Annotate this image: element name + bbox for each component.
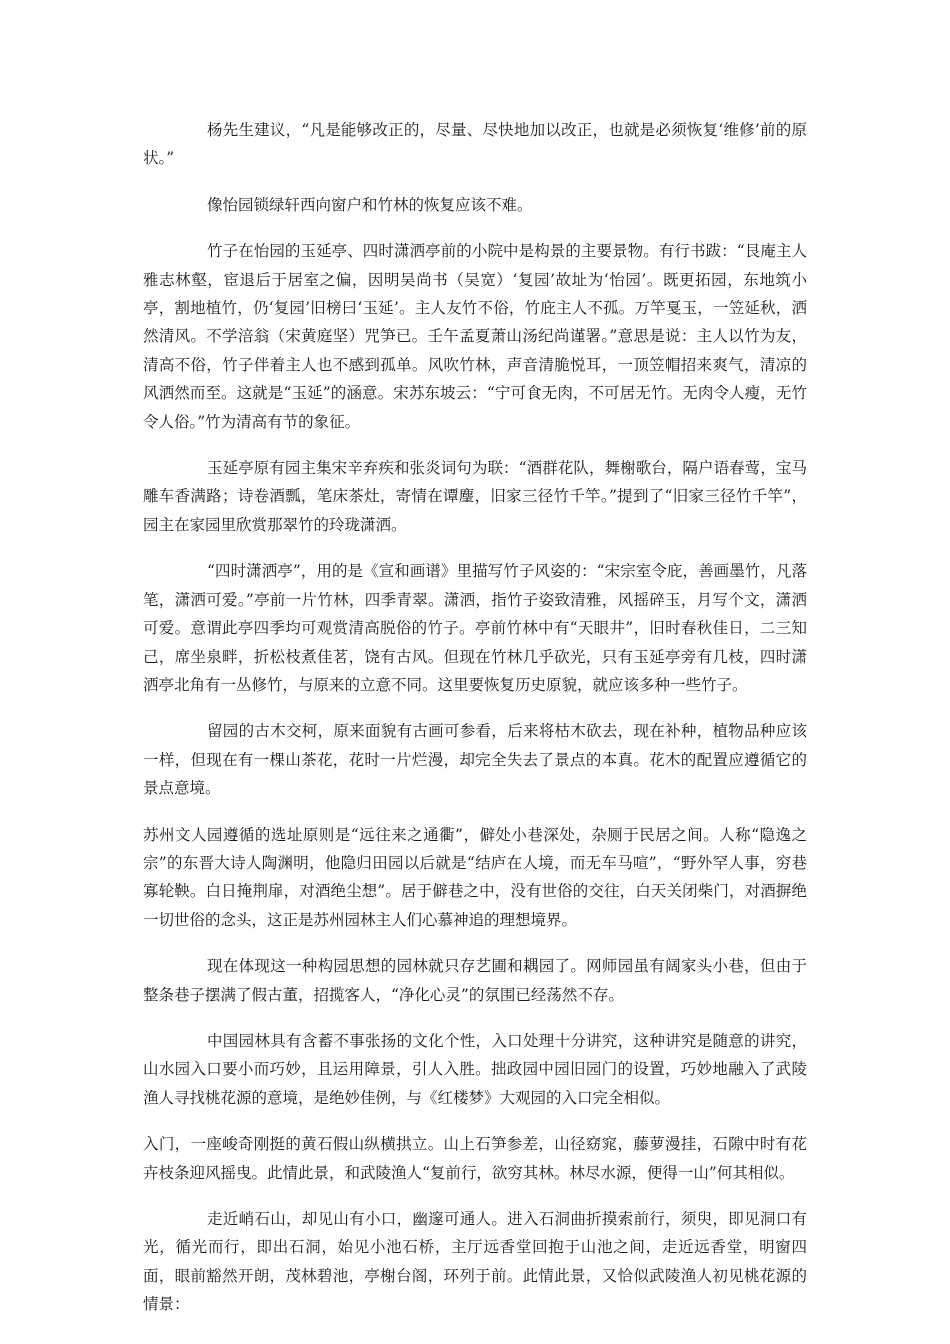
paragraph-4: 玉延亭原有园主集宋辛弃疾和张炎词句为联：“酒群花队，舞榭歌台，隔户语春莺，宝马雕车香满路；诗卷酒瓢，笔床茶灶，寄情在谭麈，旧家三径竹千竿。”提到了“旧家三径竹千竿”，园主在家园里欣赏那翠竹的玲珑潇洒。 (143, 459, 807, 534)
paragraph-1: 杨先生建议，“凡是能够改正的，尽量、尽快地加以改正，也就是必须恢复‘维修’前的原状。” (143, 121, 807, 168)
paragraph-2: 像怡园锁绿轩西向窗户和竹林的恢复应该不难。 (207, 195, 533, 214)
article-body (143, 116, 807, 1337)
paragraph-7: 苏州文人园遵循的选址原则是“远往来之通衢”，僻处小巷深处，杂厕于民居之间。人称“隐逸之宗”的东晋大诗人陶渊明，他隐归田园以后就是“结庐在人境，而无车马喧”，“野外罕人事，穷巷寡轮鞅。白日掩荆扉，对酒绝尘想”。居于僻巷之中，没有世俗的交往，白天关闭柴门，对酒摒绝一切世俗的念头，这正是苏州园林主人们心慕神追的理想境界。 (143, 825, 807, 929)
paragraph-8: 现在体现这一种构园思想的园林就只存艺圃和耦园了。网师园虽有阔家头小巷，但由于整条巷子摆满了假古董，招揽客人，“净化心灵”的氛围已经荡然不存。 (143, 957, 807, 1004)
paragraph-10: 入门，一座峻奇刚挺的黄石假山纵横拱立。山上石笋参差，山径窈窕，藤萝漫挂，石隙中时有花卉枝条迎风摇曳。此情此景，和武陵渔人“复前行，欲穷其林。林尽水源，便得一山”何其相似。 (143, 1135, 807, 1182)
paragraph-3: 竹子在怡园的玉延亭、四时潇洒亭前的小院中是构景的主要景物。有行书跋：“艮庵主人雅志林壑，宦退后于居室之偏，因明吴尚书（吴宽）‘复园’故址为‘怡园’。既更拓园，东地筑小亭，割地植竹，仍‘复园’旧榜曰‘玉延’。主人友竹不俗，竹庇主人不孤。万竿戛玉，一笠延秋，洒然清风。不学涪翁（宋黄庭坚）咒笋已。壬午孟夏萧山汤纪尚谨署。”意思是说：主人以竹为友，清高不俗，竹子伴着主人也不感到孤单。风吹竹林，声音清脆悦耳，一顶笠帽招来爽气，清凉的风洒然而至。这就是“玉延”的涵意。宋苏东坡云：“宁可食无肉，不可居无竹。无肉令人瘦，无竹令人俗。”竹为清高有节的象征。 (143, 242, 807, 431)
paragraph-6: 留园的古木交柯，原来面貌有古画可参看，后来将枯木砍去，现在补种，植物品种应该一样，但现在有一棵山茶花，花时一片烂漫，却完全失去了景点的本真。花木的配置应遵循它的景点意境。 (143, 722, 807, 798)
paragraph-11: 走近峭石山，却见山有小口，幽邃可通人。进入石洞曲折摸索前行，须臾，即见洞口有光，循光而行，即出石洞，始见小池石桥，主厅远香堂回抱于山池之间，走近远香堂，明窗四面，眼前豁然开朗，茂林碧池，亭榭台阁，环列于前。此情此景，又恰似武陵渔人初见桃花源的情景： (143, 1210, 807, 1314)
paragraph-9: 中国园林具有含蓄不事张扬的文化个性，入口处理十分讲究，这种讲究是随意的讲究，山水园入口要小而巧妙，且运用障景，引人入胜。拙政园中园旧园门的设置，巧妙地融入了武陵渔人寻找桃花源的意境，是绝妙佳例，与《红楼梦》大观园的入口完全相似。 (143, 1031, 807, 1107)
paragraph-5: “四时潇洒亭”，用的是《宣和画谱》里描写竹子风姿的：“宋宗室令庇，善画墨竹，凡落笔，潇洒可爱。”亭前一片竹林，四季青翠。潇洒，指竹子姿致清雅，风摇碎玉，月写个文，潇洒可爱。意谓此亭四季均可观赏清高脱俗的竹子。亭前竹林中有“天眼井”，旧时春秋佳日，二三知己，席坐泉畔，折松枝煮佳茗，饶有古风。但现在竹林几乎砍光，只有玉延亭旁有几枝，四时潇洒亭北角有一丛修竹，与原来的立意不同。这里要恢复历史原貌，就应该多种一些竹子。 (143, 562, 807, 694)
